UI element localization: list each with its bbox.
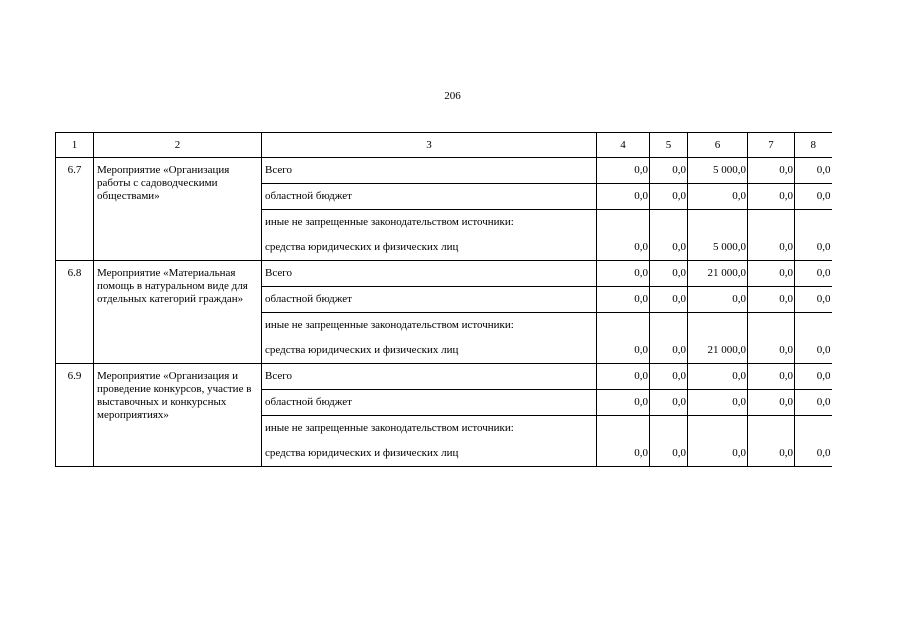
value-cell: 0,0 [688, 184, 748, 210]
value-cell: 0,0 [688, 364, 748, 390]
value-cell: 0,0 [795, 364, 832, 390]
header-cell: 5 [650, 133, 688, 158]
value-cell: 0,0 [650, 261, 688, 287]
funding-source: иные не запрещенные законодательством источники: [262, 313, 597, 339]
header-cell: 2 [94, 133, 262, 158]
value-cell: 0,0 [748, 390, 795, 416]
value-cell: 0,0 [795, 235, 832, 261]
header-cell: 1 [56, 133, 94, 158]
value-cell: 0,0 [795, 184, 832, 210]
value-cell: 0,0 [748, 235, 795, 261]
funding-source: Всего [262, 158, 597, 184]
value-cell: 0,0 [748, 338, 795, 364]
value-cell: 0,0 [650, 441, 688, 467]
value-cell: 0,0 [650, 390, 688, 416]
value-cell: 0,0 [748, 441, 795, 467]
funding-source: иные не запрещенные законодательством источники: [262, 210, 597, 236]
budget-table [55, 132, 832, 467]
value-cell [748, 210, 795, 236]
value-cell [597, 210, 650, 236]
value-cell: 0,0 [795, 158, 832, 184]
value-cell: 0,0 [597, 364, 650, 390]
value-cell: 0,0 [597, 184, 650, 210]
value-cell: 0,0 [597, 338, 650, 364]
page-number: 206 [444, 90, 461, 102]
value-cell: 0,0 [795, 261, 832, 287]
header-cell: 8 [795, 133, 832, 158]
funding-source: областной бюджет [262, 184, 597, 210]
table-row [56, 364, 832, 390]
value-cell: 0,0 [748, 158, 795, 184]
table-row [56, 158, 832, 184]
value-cell: 0,0 [748, 287, 795, 313]
value-cell: 0,0 [748, 261, 795, 287]
funding-source: Всего [262, 364, 597, 390]
value-cell: 0,0 [597, 261, 650, 287]
value-cell: 0,0 [748, 184, 795, 210]
value-cell: 0,0 [597, 287, 650, 313]
activity-index: 6.9 [56, 364, 94, 467]
value-cell: 0,0 [748, 364, 795, 390]
funding-source: средства юридических и физических лиц [262, 338, 597, 364]
value-cell: 0,0 [650, 158, 688, 184]
header-cell: 3 [262, 133, 597, 158]
value-cell [795, 313, 832, 339]
activity-name: Мероприятие «Материальная помощь в натуральном виде для отдельных категорий граждан» [94, 261, 262, 364]
value-cell: 21 000,0 [688, 261, 748, 287]
funding-source: средства юридических и физических лиц [262, 441, 597, 467]
value-cell [688, 313, 748, 339]
header-cell: 6 [688, 133, 748, 158]
value-cell: 0,0 [650, 338, 688, 364]
funding-source: областной бюджет [262, 390, 597, 416]
value-cell [748, 313, 795, 339]
value-cell: 0,0 [650, 235, 688, 261]
activity-index: 6.8 [56, 261, 94, 364]
value-cell: 0,0 [795, 338, 832, 364]
value-cell: 0,0 [597, 390, 650, 416]
value-cell: 0,0 [597, 158, 650, 184]
value-cell: 0,0 [650, 184, 688, 210]
value-cell: 0,0 [688, 441, 748, 467]
funding-source: Всего [262, 261, 597, 287]
table-row [56, 261, 832, 287]
value-cell [795, 210, 832, 236]
header-cell: 7 [748, 133, 795, 158]
activity-name: Мероприятие «Организация и проведение конкурсов, участие в выставочных и конкурсных мероприятиях» [94, 364, 262, 467]
value-cell: 0,0 [795, 390, 832, 416]
value-cell: 0,0 [597, 441, 650, 467]
value-cell: 0,0 [650, 287, 688, 313]
value-cell: 0,0 [650, 364, 688, 390]
value-cell [748, 416, 795, 442]
value-cell [688, 416, 748, 442]
value-cell [650, 416, 688, 442]
value-cell [688, 210, 748, 236]
value-cell: 21 000,0 [688, 338, 748, 364]
activity-index: 6.7 [56, 158, 94, 261]
value-cell [597, 416, 650, 442]
value-cell: 0,0 [795, 441, 832, 467]
value-cell: 0,0 [688, 287, 748, 313]
value-cell: 0,0 [597, 235, 650, 261]
funding-source: иные не запрещенные законодательством источники: [262, 416, 597, 442]
activity-name: Мероприятие «Организация работы с садоводческими обществами» [94, 158, 262, 261]
value-cell: 5 000,0 [688, 158, 748, 184]
value-cell [795, 416, 832, 442]
value-cell: 0,0 [795, 287, 832, 313]
funding-source: средства юридических и физических лиц [262, 235, 597, 261]
header-row [56, 133, 832, 158]
funding-source: областной бюджет [262, 287, 597, 313]
value-cell: 0,0 [688, 390, 748, 416]
value-cell: 5 000,0 [688, 235, 748, 261]
value-cell [650, 313, 688, 339]
value-cell [650, 210, 688, 236]
header-cell: 4 [597, 133, 650, 158]
value-cell [597, 313, 650, 339]
